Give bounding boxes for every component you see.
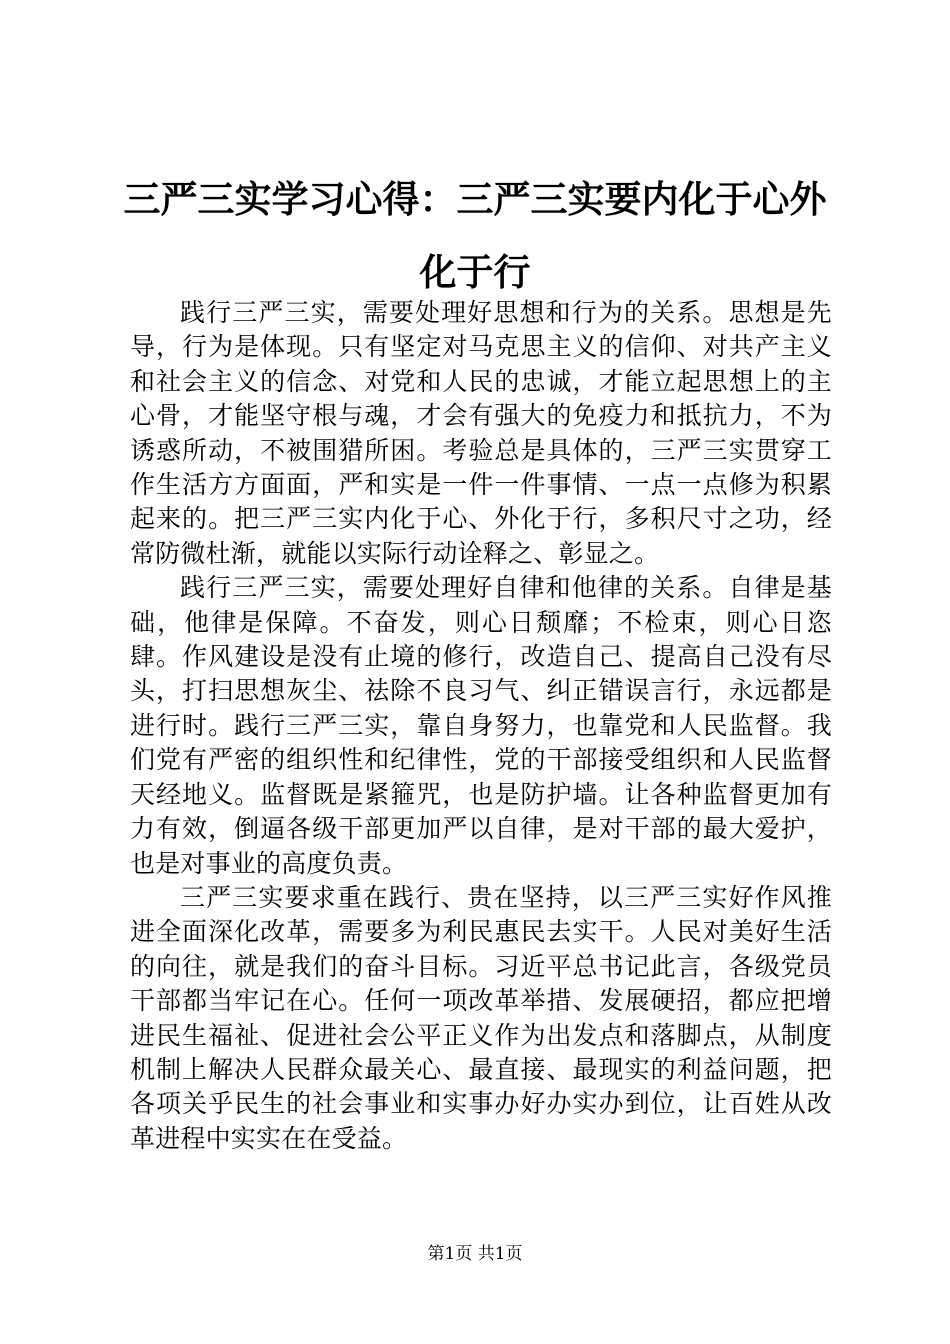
paragraph-3: 三严三实要求重在践行、贵在坚持，以三严三实好作风推进全面深化改革，需要多为利民惠民去实干。人民对美好生活的向往，就是我们的奋斗目标。习近平总书记此言，各级党员干部都当牢记在心。任何一项改革举措、发展硬招，都应把增进民生福祉、促进社会公平正义作为出发点和落脚点，从制度机制上解决人民群众最关心、最直接、最现实的利益问题，把各项关乎民生的社会事业和实事办好办实办到位，让百姓从改革进程中实实在在受益。	[130, 882, 832, 1153]
paragraph-1: 践行三严三实，需要处理好思想和行为的关系。思想是先导，行为是体现。只有坚定对马克思主义的信仰、对共产主义和社会主义的信念、对党和人民的忠诚，才能立起思想上的主心骨，才能坚守根与魂，才会有强大的免疫力和抵抗力，不为诱惑所动，不被围猎所困。考验总是具体的，三严三实贯穿工作生活方方面面，严和实是一件一件事情、一点一点修为积累起来的。把三严三实内化于心、外化于行，多积尺寸之功，经常防微杜渐，就能以实际行动诠释之、彰显之。	[130, 298, 832, 568]
page-footer: 第1页 共1页	[427, 1244, 523, 1264]
paragraph-2: 践行三严三实，需要处理好自律和他律的关系。自律是基础，他律是保障。不奋发，则心日颓靡；不检束，则心日恣肆。作风建设是没有止境的修行，改造自己、提高自己没有尽头，打扫思想灰尘、祛除不良习气、纠正错误言行，永远都是进行时。践行三严三实，靠自身努力，也靠党和人民监督。我们党有严密的组织性和纪律性，党的干部接受组织和人民监督天经地义。监督既是紧箍咒，也是防护墙。让各种监督更加有力有效，倒逼各级干部更加严以自律，是对干部的最大爱护，也是对事业的高度负责。	[130, 573, 832, 878]
document-title: 三严三实学习心得：三严三实要内化于心外化于行	[123, 177, 827, 294]
document-body	[130, 296, 832, 1156]
